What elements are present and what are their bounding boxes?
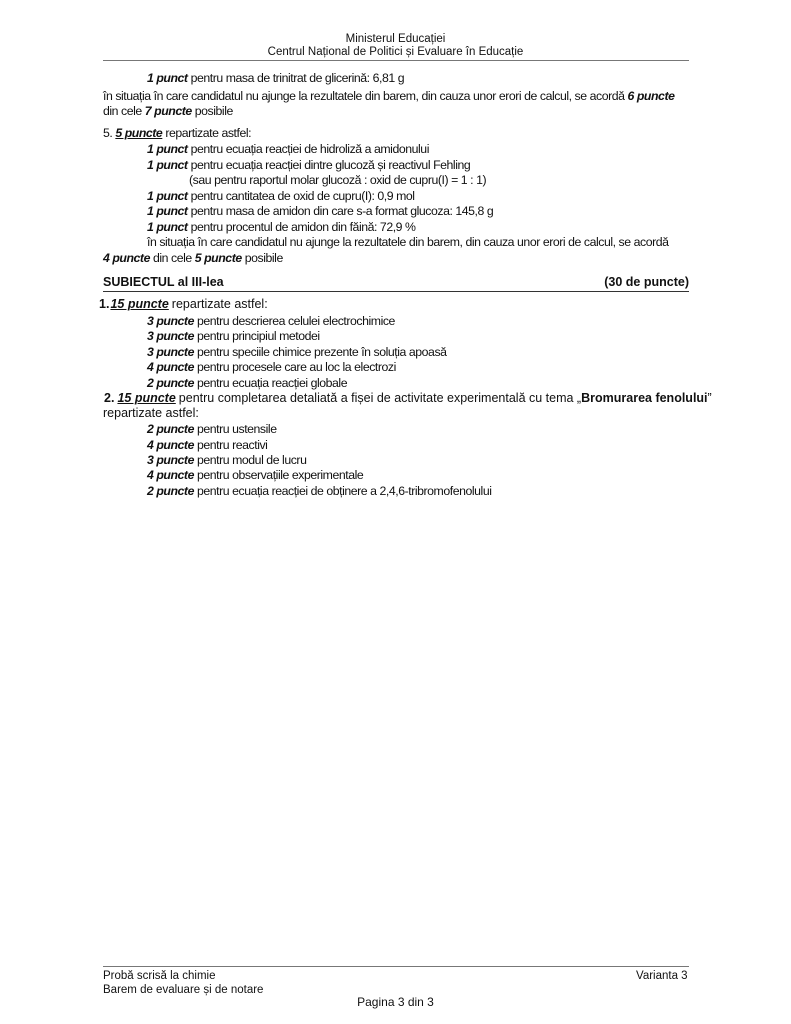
barem-item — [147, 360, 396, 374]
barem-item — [147, 71, 404, 85]
item-points: 4 puncte — [147, 360, 194, 374]
note-points: 6 puncte — [627, 89, 675, 103]
item-points: 2 puncte — [147, 422, 194, 436]
section-heading — [103, 275, 689, 289]
section-total-points: (30 de puncte) — [604, 275, 689, 289]
question-intro: repartizate astfel: — [171, 297, 268, 311]
barem-item — [147, 484, 491, 498]
item-points: 3 puncte — [147, 345, 194, 359]
question-1-heading — [99, 297, 268, 311]
item-text: pentru ustensile — [196, 422, 277, 436]
item-points: 1 punct — [147, 189, 188, 203]
item-text: pentru modul de lucru — [196, 453, 307, 467]
item-points: 1 punct — [147, 204, 188, 218]
question-points: 15 puncte — [110, 297, 169, 311]
item-text: pentru masa de amidon din care s-a format glucoza: 145,8 g — [190, 204, 494, 218]
item-points: 2 puncte — [147, 484, 194, 498]
item-text: pentru masa de trinitrat de glicerină: 6,81 g — [190, 71, 405, 85]
calc-error-note: în situația în care candidatul nu ajunge la rezultatele din barem, din cauza unor erori de calcul, se acordă — [147, 235, 669, 249]
item-text: (sau pentru raportul molar glucoză : oxid de cupru(I) = 1 : 1) — [189, 173, 487, 187]
item-points: 3 puncte — [147, 329, 194, 343]
calc-error-note-cont — [103, 104, 233, 118]
barem-item — [147, 329, 320, 343]
item-text: pentru reactivi — [196, 438, 268, 452]
barem-item-alt — [189, 173, 486, 187]
item-text: pentru cantitatea de oxid de cupru(I): 0,9 mol — [190, 189, 415, 203]
page-number: Pagina 3 din 3 — [357, 995, 434, 1009]
calc-error-note — [103, 89, 674, 103]
question-number: 2. — [104, 391, 115, 405]
note-points: 4 puncte — [103, 251, 150, 265]
item-text: pentru ecuația reacției dintre glucoză și reactivul Fehling — [190, 158, 471, 172]
item-points: 3 puncte — [147, 453, 194, 467]
footer-variant: Varianta 3 — [636, 970, 688, 982]
barem-item — [147, 468, 363, 482]
question-number: 1. — [99, 297, 110, 311]
barem-item — [147, 142, 429, 156]
question-intro: repartizate astfel: — [103, 406, 199, 420]
note-text: din cele — [103, 104, 142, 118]
header-ministry: Ministerul Educației — [345, 33, 446, 45]
barem-item — [147, 189, 415, 203]
item-points: 4 puncte — [147, 438, 194, 452]
item-points: 1 punct — [147, 71, 188, 85]
question-2-heading — [104, 391, 712, 405]
footer-exam-name: Probă scrisă la chimie — [103, 970, 216, 982]
item-text: pentru ecuația reacției de obținere a 2,4,6-tribromofenolului — [196, 484, 492, 498]
note-text: în situația în care candidatul nu ajunge la rezultatele din barem, din cauza unor erori de calcul, se acordă — [103, 89, 625, 103]
note-text: posibile — [194, 104, 233, 118]
item-points: 4 puncte — [147, 468, 194, 482]
barem-item — [147, 453, 306, 467]
item-text: pentru ecuația reacției globale — [196, 376, 348, 390]
item-text: pentru procesele care au loc la electrozi — [196, 360, 396, 374]
barem-item — [147, 376, 347, 390]
question-points: 15 puncte — [117, 391, 176, 405]
question-points: 5 puncte — [115, 126, 163, 140]
footer-doc-name: Barem de evaluare și de notare — [103, 984, 264, 996]
note-points: 5 puncte — [194, 251, 242, 265]
barem-item — [147, 438, 267, 452]
barem-item — [147, 345, 447, 359]
question-5-heading — [103, 126, 251, 140]
note-text: din cele — [152, 251, 192, 265]
question-text-end: ” — [707, 391, 712, 405]
barem-item — [147, 422, 277, 436]
note-text: posibile — [244, 251, 283, 265]
barem-item — [147, 204, 493, 218]
experiment-theme: Bromurarea fenolului — [581, 391, 708, 405]
calc-error-note-cont — [103, 251, 283, 265]
barem-item — [147, 314, 395, 328]
item-points: 3 puncte — [147, 314, 194, 328]
section-underline — [103, 291, 689, 292]
note-points: 7 puncte — [144, 104, 192, 118]
item-points: 2 puncte — [147, 376, 194, 390]
header-center: Centrul Național de Politici și Evaluare în Educație — [267, 46, 524, 58]
question-number: 5. — [103, 126, 113, 140]
item-text: pentru speciile chimice prezente în soluția apoasă — [196, 345, 447, 359]
item-text: pentru observațiile experimentale — [196, 468, 364, 482]
item-points: 1 punct — [147, 142, 188, 156]
barem-item — [147, 220, 416, 234]
item-text: pentru procentul de amidon din făină: 72,9 % — [190, 220, 416, 234]
item-text: pentru ecuația reacției de hidroliză a amidonului — [190, 142, 429, 156]
item-text: pentru principiul metodei — [196, 329, 320, 343]
question-intro: repartizate astfel: — [165, 126, 252, 140]
item-points: 1 punct — [147, 158, 188, 172]
item-text: pentru descrierea celulei electrochimice — [196, 314, 395, 328]
header-divider — [103, 60, 689, 61]
footer-divider — [103, 966, 689, 967]
item-points: 1 punct — [147, 220, 188, 234]
barem-item — [147, 158, 470, 172]
section-title: SUBIECTUL al III-lea — [103, 275, 224, 289]
question-text: pentru completarea detaliată a fișei de activitate experimentală cu tema „ — [178, 391, 582, 405]
